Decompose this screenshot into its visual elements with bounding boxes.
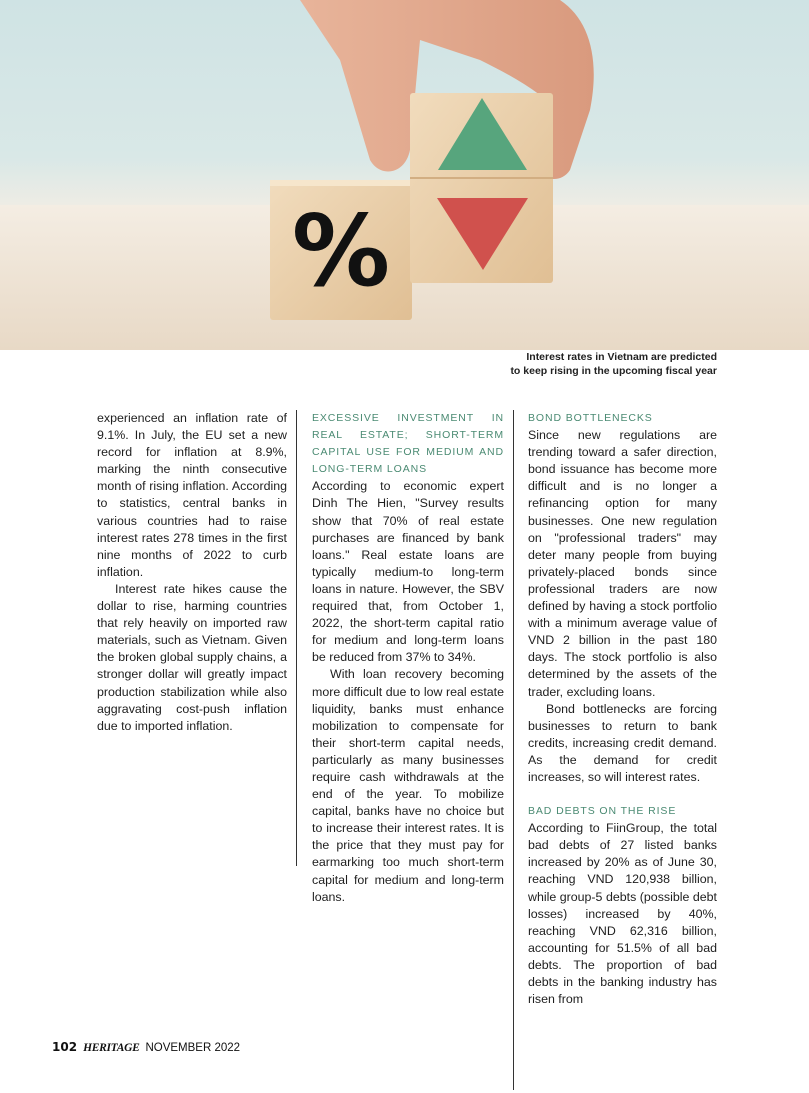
percent-symbol: % — [291, 195, 391, 309]
section-heading: EXCESSIVE INVESTMENT IN REAL ESTATE; SHORT-TERM CAPITAL USE FOR MEDIUM AND LONG-TERM LOANS — [312, 412, 504, 476]
photo-caption — [417, 350, 717, 378]
percent-block — [270, 180, 412, 320]
page-footer — [52, 1040, 240, 1054]
paragraph: Bond bottlenecks are forcing businesses to return to bank credits, increasing credit demand. As the demand for credit increases, so will interest rates. — [528, 701, 717, 784]
page-number: 102 — [52, 1040, 78, 1054]
percent-blocks-photo — [0, 0, 809, 350]
paragraph: Interest rate hikes cause the dollar to rise, harming countries that rely heavily on imported raw materials, such as Vietnam. Given the broken global supply chains, a stronger dollar will greatly impact production stabilization while also aggravating cost-push inflation due to imported inflation. — [97, 581, 287, 733]
arrow-block — [410, 93, 553, 283]
caption-line-1: Interest rates in Vietnam are predicted — [526, 351, 717, 363]
paragraph: Since new regulations are trending toward a safer direction, bond issuance has become more difficult and is no longer a refinancing option for many businesses. One new regulation on "professional traders" may deter many people from buying privately-placed bonds since professional traders are now defined by having a stock portfolio with a minimum average value of VND 2 billion in the past 180 days. The stock portfolio is also determined by the assets of the trader, excluding loans. — [528, 428, 717, 699]
article-column-3 — [528, 410, 717, 1008]
article-column-2 — [312, 410, 504, 906]
column-divider — [296, 410, 297, 866]
caption-line-2: to keep rising in the upcoming fiscal year — [510, 365, 717, 377]
section-heading: BAD DEBTS ON THE RISE — [528, 805, 677, 818]
paragraph: According to economic expert Dinh The Hien, "Survey results show that 70% of real estate purchases are financed by bank loans." Real estate loans are typically medium-to long-term loans in nature. However, the SBV required that, from October 1, 2022, the short-term capital ratio for medium and long-term loans be reduced from 37% to 34%. — [312, 479, 504, 665]
column-divider — [513, 410, 514, 1090]
issue-date: NOVEMBER 2022 — [145, 1042, 241, 1054]
section-heading: BOND BOTTLENECKS — [528, 412, 653, 424]
paragraph: With loan recovery becoming more difficult due to low real estate liquidity, banks must enhance mobilization to compensate for their short-term capital needs, particularly as many businesses require cash withdrawals at the end of the year. To mobilize capital, banks have no choice but to increase their interest rates. It is the price that they must pay for earmarking too much short-term capital for medium and long-term loans. — [312, 667, 504, 904]
header-photo — [0, 0, 809, 350]
magazine-logo: HERITAGE — [83, 1042, 140, 1054]
paragraph: According to FiinGroup, the total bad debts of 27 listed banks increased by 20% as of June 30, reaching VND 120,938 billion, while group-5 debts (possible debt losses) increased by 40%, reaching VND 62,316 billion, accounting for 51.5% of all bad debts. The proportion of bad debts in the banking industry has risen from — [528, 821, 717, 1007]
article-column-1 — [97, 410, 287, 735]
paragraph: experienced an inflation rate of 9.1%. In July, the EU set a new record for inflation at 8.9%, marking the ninth consecutive month of rising inflation. According to statistics, central banks in various countries had to raise interest rates 278 times in the first nine months of 2022 to curb inflation. — [97, 411, 287, 579]
